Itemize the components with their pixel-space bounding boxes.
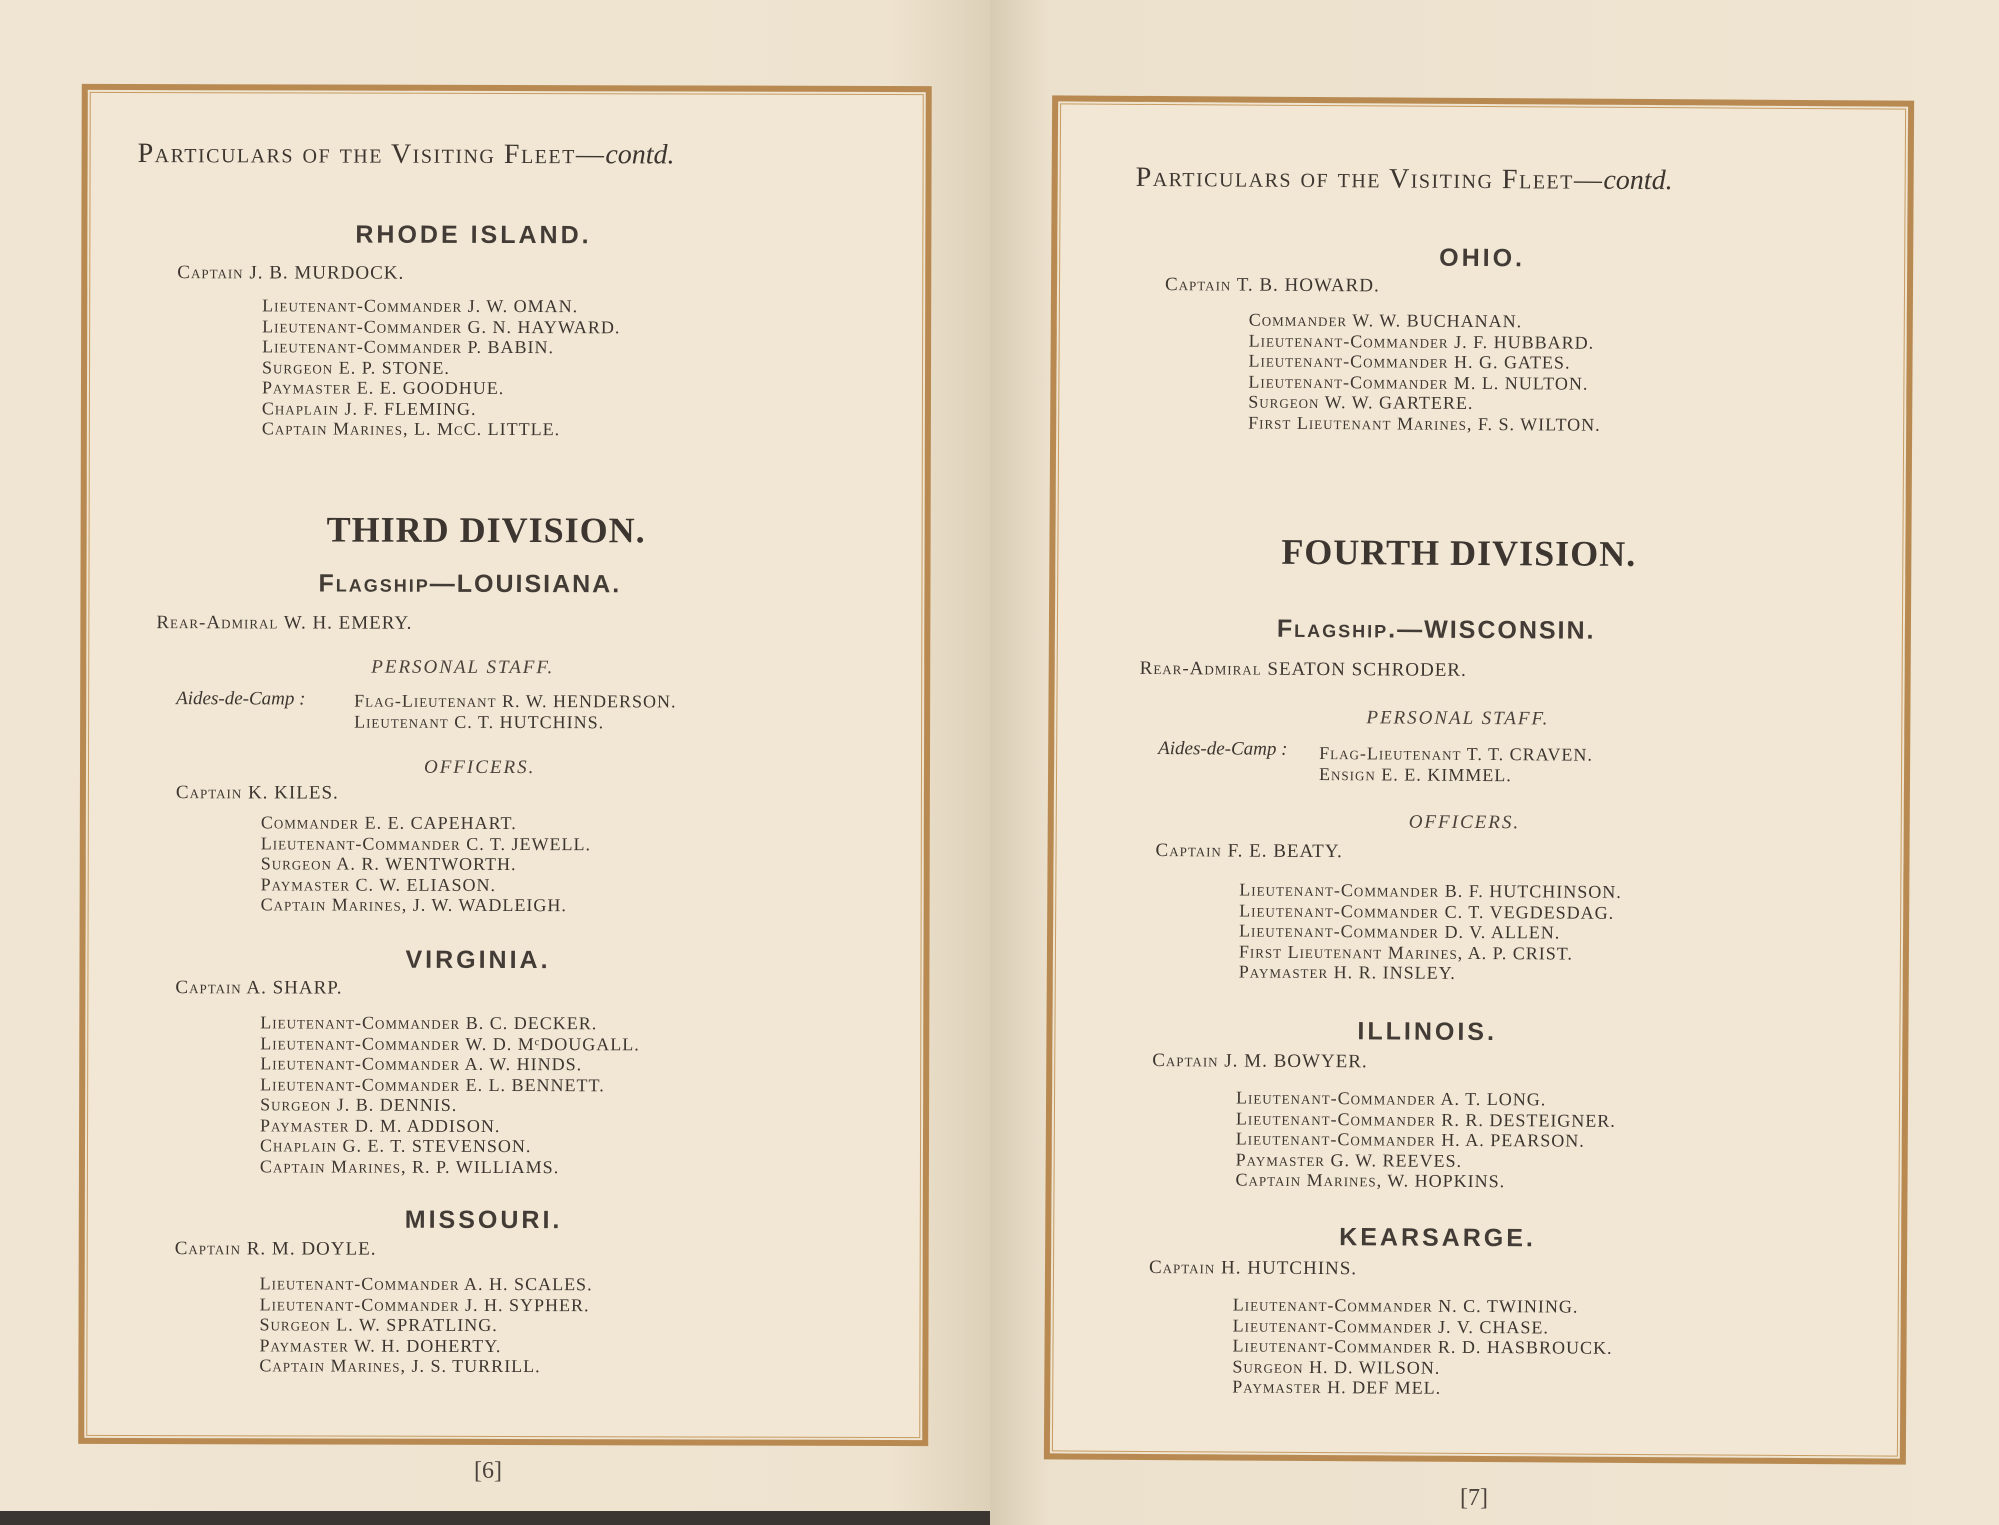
officer-line: Captain Marines, W. HOPKINS. xyxy=(1235,1169,1506,1192)
officer-line: Surgeon L. W. SPRATLING. xyxy=(259,1314,498,1335)
officer-line: Lieutenant-Commander H. G. GATES. xyxy=(1248,350,1571,373)
officer-list-virginia xyxy=(260,1012,640,1177)
officer-line: Lieutenant-Commander A. W. HINDS. xyxy=(260,1053,583,1075)
officer-line: Lieutenant-Commander J. H. SYPHER. xyxy=(259,1293,590,1315)
captain-ohio: Captain T. B. HOWARD. xyxy=(1164,274,1380,297)
officer-line: Surgeon E. P. STONE. xyxy=(262,356,450,378)
officer-line: Paymaster H. DEF MEL. xyxy=(1232,1376,1442,1398)
officer-line: Paymaster H. R. INSLEY. xyxy=(1238,961,1456,983)
officer-line: Surgeon J. B. DENNIS. xyxy=(260,1094,458,1115)
officer-line: Paymaster D. M. ADDISON. xyxy=(260,1114,501,1136)
officer-line: Lieutenant-Commander J. W. OMAN. xyxy=(262,295,579,317)
officer-line: Paymaster G. W. REEVES. xyxy=(1235,1149,1463,1171)
officer-line: Lieutenant-Commander C. T. JEWELL. xyxy=(260,832,592,854)
officer-line: Lieutenant-Commander B. C. DECKER. xyxy=(260,1012,598,1034)
left-page xyxy=(0,0,990,1525)
officers-heading: OFFICERS. xyxy=(423,756,536,779)
aides-de-camp-label: Aides-de-Camp : xyxy=(176,688,306,710)
officer-list-louisiana xyxy=(261,812,592,915)
officer-line: Chaplain G. E. T. STEVENSON. xyxy=(259,1135,532,1157)
officer-line: Lieutenant-Commander N. C. TWINING. xyxy=(1232,1294,1579,1317)
officer-line: Lieutenant-Commander R. R. DESTEIGNER. xyxy=(1235,1108,1616,1131)
officer-line: Lieutenant-Commander M. L. NULTON. xyxy=(1248,371,1589,394)
rear-admiral-emery: Rear-Admiral W. H. EMERY. xyxy=(156,612,413,634)
officer-line: Captain Marines, J. W. WADLEIGH. xyxy=(260,894,567,916)
right-page xyxy=(990,0,1999,1525)
officer-line: Captain Marines, L. McC. LITTLE. xyxy=(261,418,561,440)
officer-line: Lieutenant-Commander J. V. CHASE. xyxy=(1232,1315,1550,1337)
captain-kearsarge: Captain H. HUTCHINS. xyxy=(1148,1256,1358,1280)
officer-line: Surgeon A. R. WENTWORTH. xyxy=(260,853,517,875)
officer-line: Lieutenant-Commander E. L. BENNETT. xyxy=(260,1073,605,1095)
table-edge-shadow xyxy=(0,1511,990,1525)
officer-line: Captain Marines, J. S. TURRILL. xyxy=(259,1355,541,1377)
officer-line: First Lieutenant Marines, F. S. WILTON. xyxy=(1248,412,1601,435)
aides-de-camp-label: Aides-de-Camp : xyxy=(1158,738,1288,760)
ship-name-rhode-island: RHODE ISLAND. xyxy=(355,220,592,250)
personal-staff-heading: PERSONAL STAFF. xyxy=(371,656,555,679)
officer-line: Surgeon W. W. GARTERE. xyxy=(1248,391,1474,413)
aide-line: Flag-Lieutenant T. T. CRAVEN. xyxy=(1319,743,1593,765)
officer-line: Lieutenant-Commander J. F. HUBBARD. xyxy=(1248,330,1595,353)
right-page-header: Particulars of the Visiting Fleet—contd. xyxy=(1135,161,1673,197)
officer-line: Captain Marines, R. P. WILLIAMS. xyxy=(259,1155,560,1177)
ship-name-missouri: MISSOURI. xyxy=(404,1205,563,1235)
officer-line: Surgeon H. D. WILSON. xyxy=(1232,1356,1441,1378)
officer-list-wisconsin xyxy=(1239,880,1622,985)
officer-line: Lieutenant-Commander C. T. VEGDESDAG. xyxy=(1239,900,1615,923)
personal-staff-heading: PERSONAL STAFF. xyxy=(1366,707,1550,730)
officer-line: Lieutenant-Commander A. H. SCALES. xyxy=(259,1273,593,1295)
left-page-border xyxy=(78,84,932,1446)
rear-admiral-schroder: Rear-Admiral SEATON SCHRODER. xyxy=(1139,657,1467,681)
division-title-fourth: FOURTH DIVISION. xyxy=(1281,531,1637,574)
captain-louisiana: Captain K. KILES. xyxy=(175,782,339,804)
officer-line: Commander E. E. CAPEHART. xyxy=(260,812,517,834)
officer-line: Lieutenant-Commander B. F. HUTCHINSON. xyxy=(1239,879,1622,902)
officer-list-missouri xyxy=(259,1273,592,1376)
officer-line: Paymaster C. W. ELIASON. xyxy=(260,873,497,895)
officer-line: First Lieutenant Marines, A. P. CRIST. xyxy=(1238,941,1573,964)
flagship-louisiana: Flagship—LOUISIANA. xyxy=(318,569,622,599)
officer-line: Chaplain J. F. FLEMING. xyxy=(261,397,477,419)
officer-line: Lieutenant-Commander W. D. MᶜDOUGALL. xyxy=(260,1032,640,1054)
aide-line: Ensign E. E. KIMMEL. xyxy=(1318,764,1512,786)
captain-illinois: Captain J. M. BOWYER. xyxy=(1152,1050,1368,1073)
officer-line: Lieutenant-Commander R. D. HASBROUCK. xyxy=(1232,1335,1613,1358)
captain-missouri: Captain R. M. DOYLE. xyxy=(174,1238,377,1260)
officer-line: Lieutenant-Commander G. N. HAYWARD. xyxy=(262,315,621,337)
officer-list-ohio xyxy=(1248,310,1601,435)
officer-line: Paymaster E. E. GOODHUE. xyxy=(261,377,505,398)
officers-heading: OFFICERS. xyxy=(1408,811,1521,834)
officer-line: Lieutenant-Commander A. T. LONG. xyxy=(1235,1087,1547,1110)
right-page-border xyxy=(1044,95,1914,1464)
captain-virginia: Captain A. SHARP. xyxy=(175,977,343,999)
officer-line: Lieutenant-Commander D. V. ALLEN. xyxy=(1239,920,1561,943)
aide-line: Lieutenant C. T. HUTCHINS. xyxy=(354,711,605,733)
officer-list-illinois xyxy=(1235,1088,1616,1193)
aide-line: Flag-Lieutenant R. W. HENDERSON. xyxy=(354,690,677,712)
officer-line: Commander W. W. BUCHANAN. xyxy=(1248,309,1523,332)
officer-list-rhode-island xyxy=(262,295,621,439)
officer-line: Paymaster W. H. DOHERTY. xyxy=(259,1334,502,1356)
officer-line: Lieutenant-Commander P. BABIN. xyxy=(262,336,555,358)
captain-rhode-island: Captain J. B. MURDOCK. xyxy=(177,262,405,284)
ship-name-virginia: VIRGINIA. xyxy=(405,945,551,975)
page-number-left: [6] xyxy=(474,1458,502,1484)
flagship-wisconsin: Flagship.—WISCONSIN. xyxy=(1276,614,1596,645)
left-page-header: Particulars of the Visiting Fleet—contd. xyxy=(137,138,675,171)
ship-name-illinois: ILLINOIS. xyxy=(1357,1017,1498,1047)
page-number-right: [7] xyxy=(1460,1485,1488,1511)
officer-line: Lieutenant-Commander H. A. PEARSON. xyxy=(1235,1128,1585,1151)
division-title-third: THIRD DIVISION. xyxy=(326,509,646,551)
officer-list-kearsarge xyxy=(1232,1295,1613,1400)
ship-name-ohio: OHIO. xyxy=(1439,243,1526,273)
captain-wisconsin: Captain F. E. BEATY. xyxy=(1155,840,1343,863)
ship-name-kearsarge: KEARSARGE. xyxy=(1339,1223,1536,1253)
